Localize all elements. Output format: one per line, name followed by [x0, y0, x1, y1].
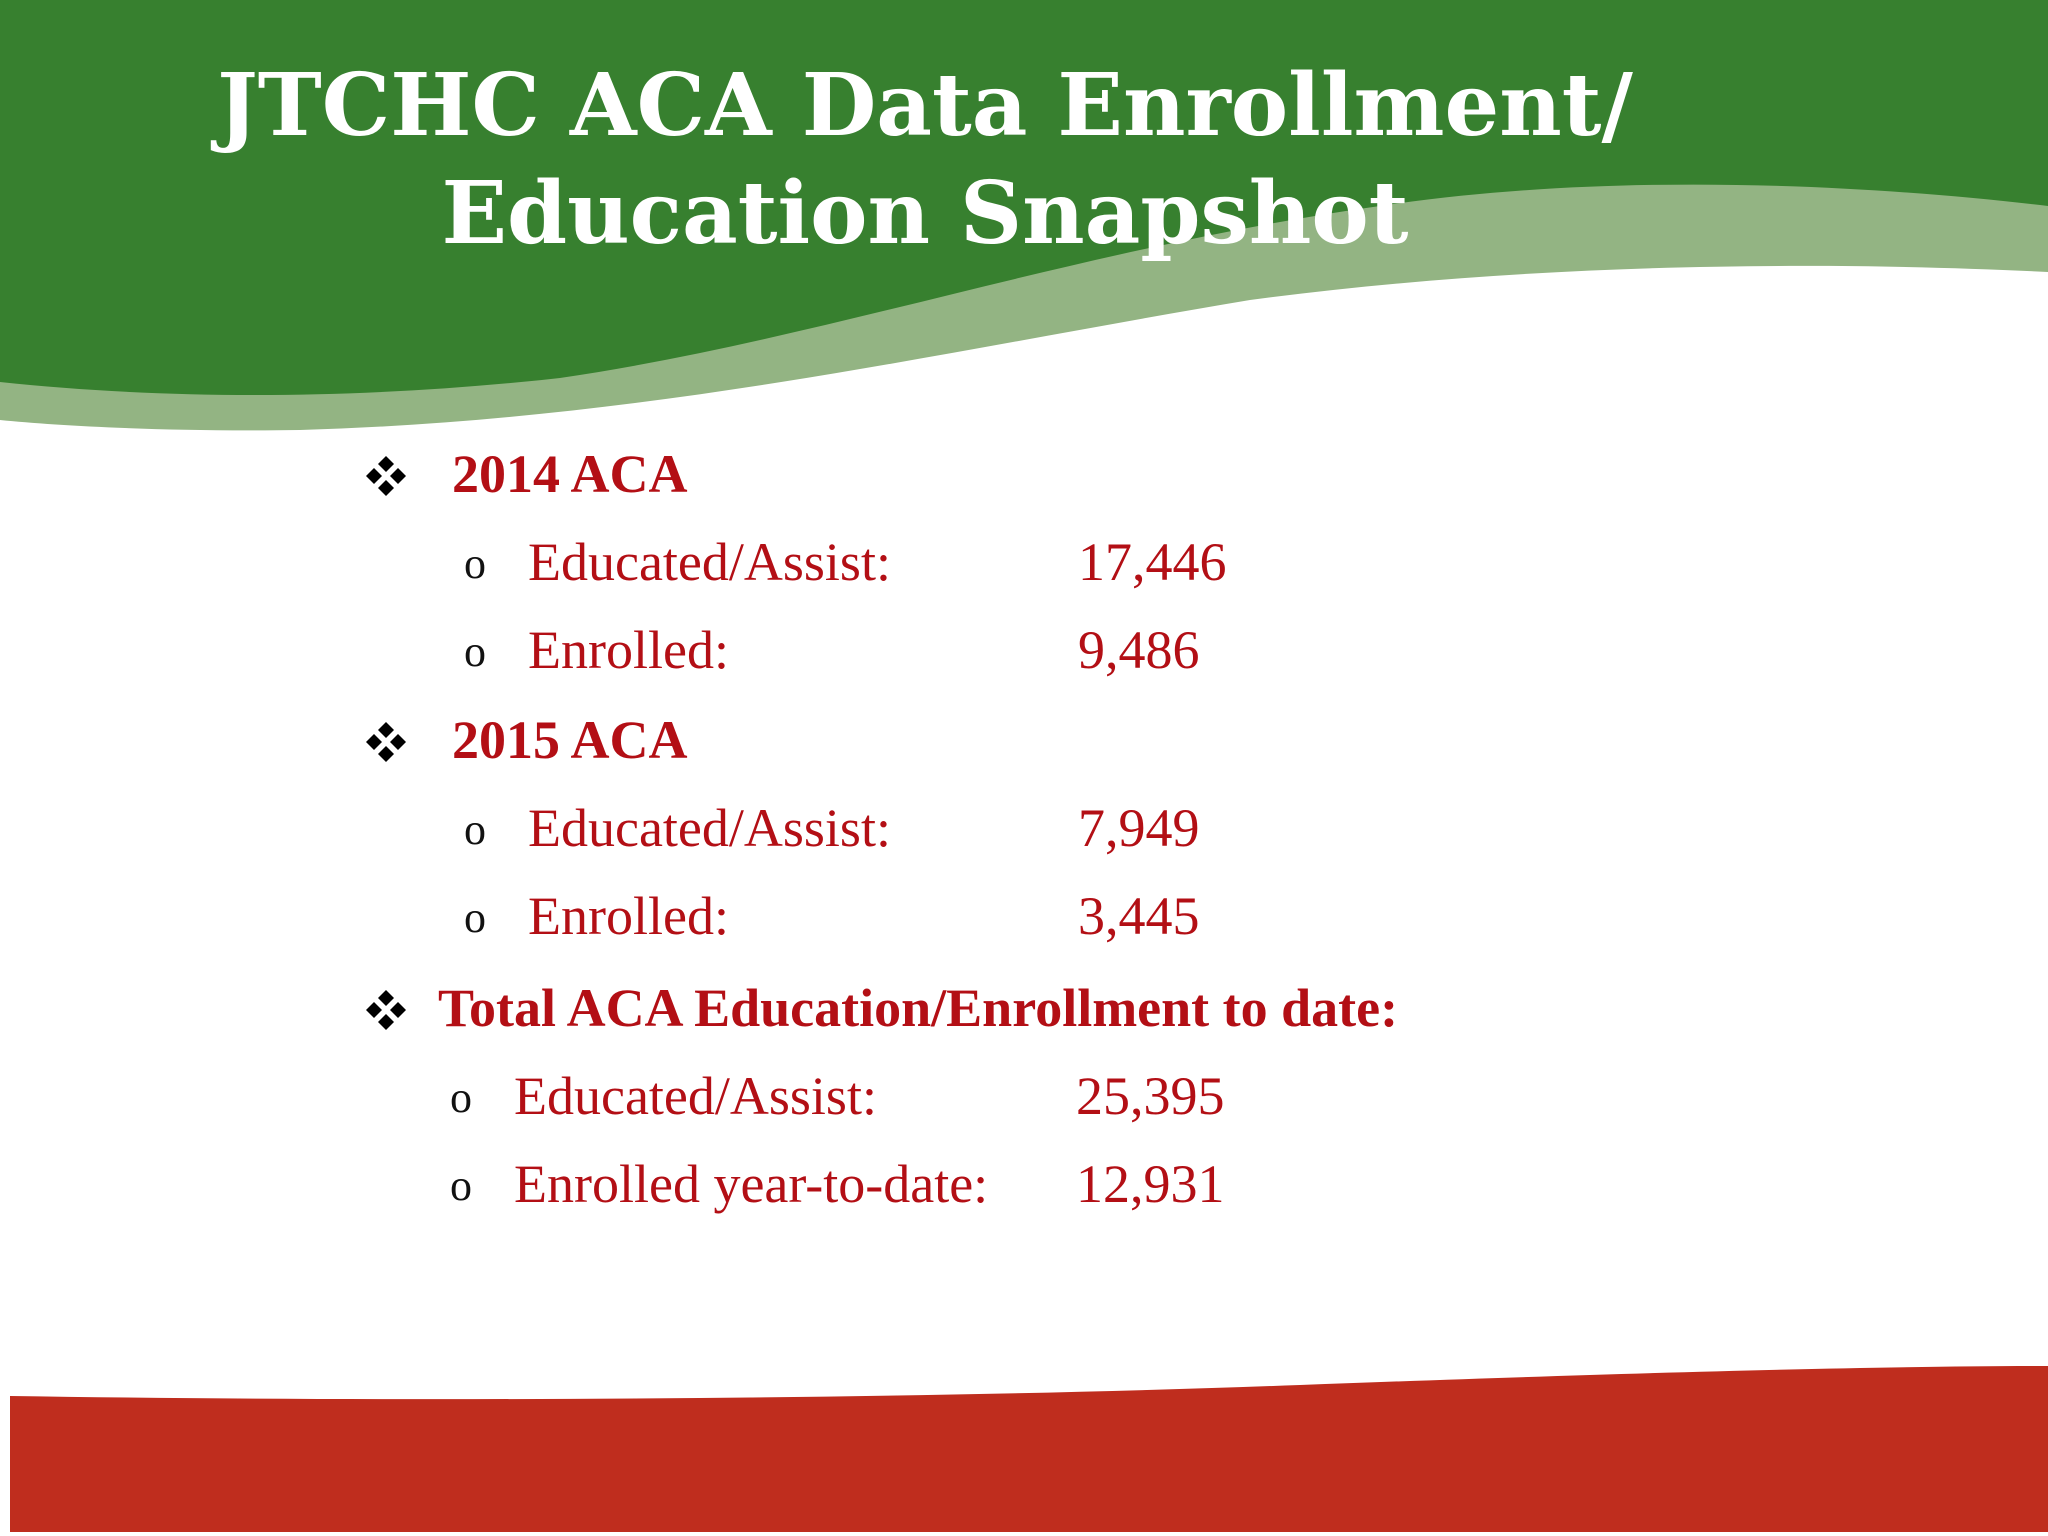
item-value: 12,931 [1076, 1154, 1225, 1214]
item-label: Enrolled year-to-date: [514, 1154, 989, 1214]
item-label: Enrolled: [528, 886, 729, 946]
circle-bullet-icon: o [464, 893, 486, 942]
item-value: 3,445 [1078, 886, 1200, 946]
circle-bullet-icon: o [450, 1161, 472, 1210]
item-value: 25,395 [1076, 1066, 1225, 1126]
section-heading-2015: 2015 ACA [452, 710, 688, 770]
circle-bullet-icon: o [464, 627, 486, 676]
diamond-bullet-icon [364, 454, 408, 498]
section-heading-2014: 2014 ACA [452, 444, 688, 504]
item-label: Enrolled: [528, 620, 729, 680]
section-heading-total: Total ACA Education/Enrollment to date: [438, 978, 1399, 1038]
item-label: Educated/Assist: [528, 532, 891, 592]
circle-bullet-icon: o [464, 539, 486, 588]
circle-bullet-icon: o [450, 1073, 472, 1122]
item-label: Educated/Assist: [528, 798, 891, 858]
title-line-2: Education Snapshot [441, 163, 1409, 264]
item-value: 9,486 [1078, 620, 1200, 680]
item-label: Educated/Assist: [514, 1066, 877, 1126]
diamond-bullet-icon [364, 988, 408, 1032]
item-value: 17,446 [1078, 532, 1227, 592]
diamond-bullet-icon [364, 720, 408, 764]
circle-bullet-icon: o [464, 805, 486, 854]
title-line-1: JTCHC ACA Data Enrollment/ [217, 55, 1633, 156]
item-value: 7,949 [1078, 798, 1200, 858]
